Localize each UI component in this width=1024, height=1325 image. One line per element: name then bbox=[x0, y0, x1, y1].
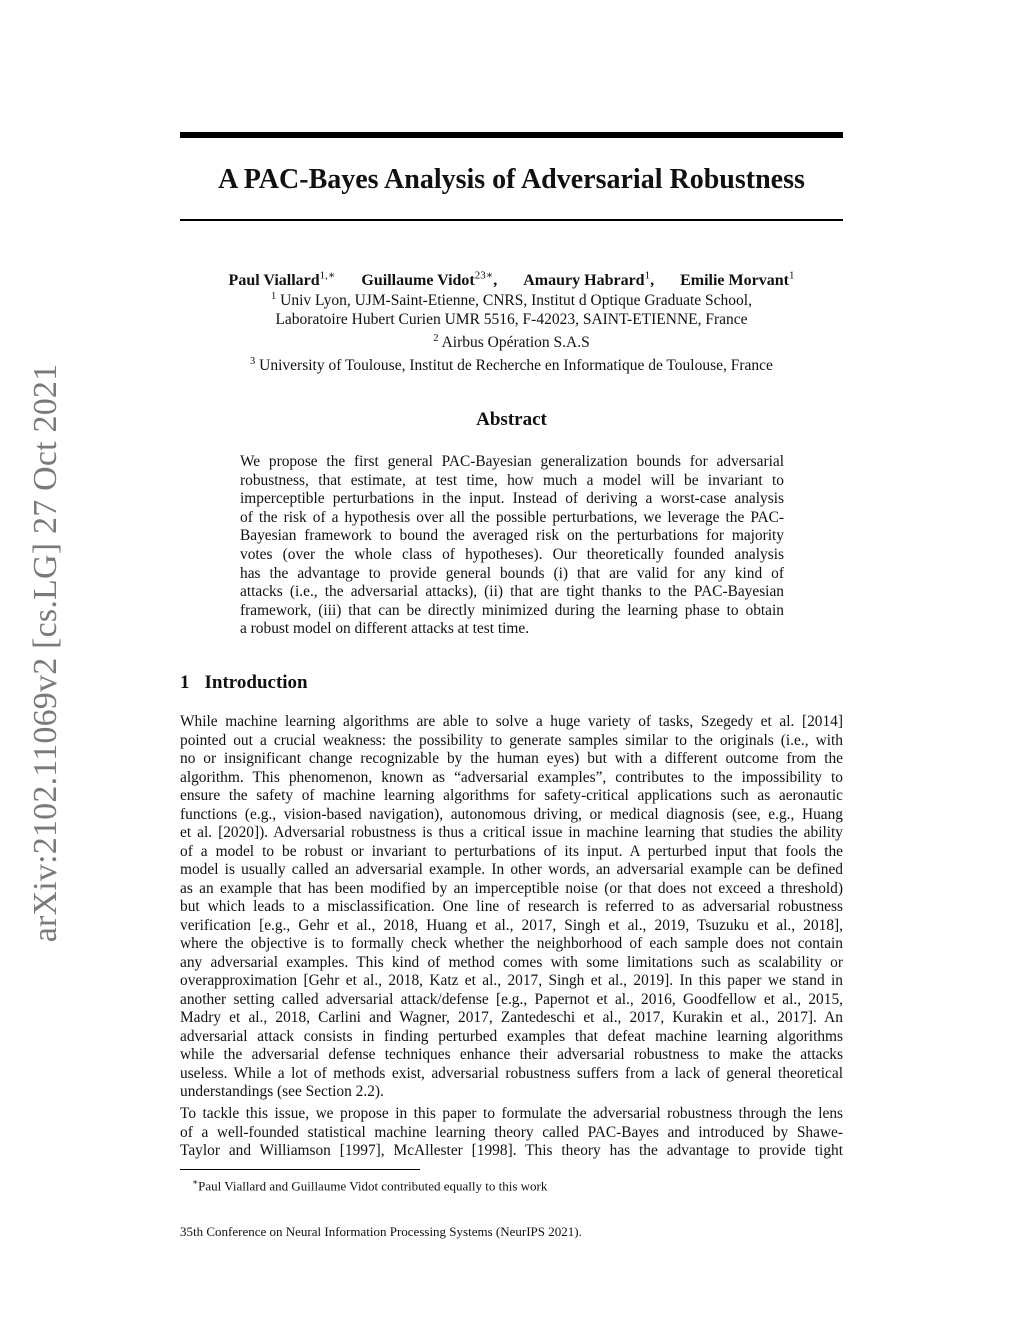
abstract-line: has the advantage to provide general bounds (i) that are valid for any kind of bbox=[240, 564, 784, 582]
abstract-line: framework, (iii) that can be directly minimized during the learning phase to obtain bbox=[240, 601, 784, 619]
venue-note: 35th Conference on Neural Information Processing Systems (NeurIPS 2021). bbox=[180, 1224, 582, 1239]
body-line: Madry et al., 2018, Carlini and Wagner, 2017, Zantedeschi et al., 2017, Kurakin et al., 2017]. An bbox=[180, 1009, 843, 1026]
affiliation-2: $^2$ Airbus Opération S.A.S bbox=[433, 333, 590, 352]
title-bottom-rule bbox=[180, 219, 843, 221]
intro-paragraph-1 bbox=[180, 713, 843, 1102]
affiliations bbox=[180, 287, 843, 375]
body-line: ensure the safety of machine learning algorithms for safety-critical applications such as aeronautic bbox=[180, 787, 843, 804]
body-line: of a well-founded statistical machine learning theory called PAC-Bayes and introduced by Shawe- bbox=[180, 1123, 843, 1141]
author: Paul Viallard$^{1,∗}$ bbox=[228, 270, 336, 290]
body-line: any adversarial examples. This kind of method comes with some limitations such as scalability or bbox=[180, 953, 843, 971]
body-line: as an example that has been modified by an imperceptible noise (or that does not exceed a threshold) bbox=[180, 879, 843, 897]
body-line: but which leads to a misclassification. One line of research is referred to as adversarial robustness bbox=[180, 898, 843, 915]
body-line: pointed out a crucial weakness: the possibility to generate samples similar to the originals (i.e., with bbox=[180, 731, 843, 749]
body-line: algorithm. This phenomenon, known as “adversarial examples”, contributes to the impossibility to bbox=[180, 768, 843, 786]
abstract-line: attacks (i.e., the adversarial attacks), (ii) that are tight thanks to the PAC-Bayesian bbox=[240, 583, 784, 601]
body-line: while the adversarial defense techniques enhance their adversarial robustness to make the attacks bbox=[180, 1046, 843, 1063]
affiliation-3: $^3$ University of Toulouse, Institut de Recherche en Informatique de Toulouse, France bbox=[250, 356, 773, 375]
title-top-rule bbox=[180, 132, 843, 138]
footnote-rule bbox=[180, 1169, 420, 1170]
affiliation-1: $^1$ Univ Lyon, UJM-Saint-Etienne, CNRS, Institut d Optique Graduate School, bbox=[271, 291, 752, 310]
section-heading-introduction: 1 Introduction bbox=[180, 672, 308, 693]
abstract-line: a robust model on different attacks at test time. bbox=[240, 620, 530, 638]
body-line: verification [e.g., Gehr et al., 2018, Huang et al., 2017, Singh et al., 2019, Tsuzuku et al., 2018], bbox=[180, 916, 843, 934]
abstract-line: We propose the first general PAC-Bayesian generalization bounds for adversarial bbox=[240, 453, 784, 470]
body-line: While machine learning algorithms are able to solve a huge variety of tasks, Szegedy et al. [2014] bbox=[180, 713, 843, 730]
abstract-body bbox=[240, 453, 784, 639]
author: Guillaume Vidot$^{23∗}$, bbox=[361, 270, 498, 290]
body-line: To tackle this issue, we propose in this paper to formulate the adversarial robustness through the lens bbox=[180, 1105, 843, 1122]
body-line: where the objective is to formally check whether the neighborhood of each sample does not contain bbox=[180, 935, 843, 952]
body-line: et al. [2020]). Adversarial robustness is thus a critical issue in machine learning that studies the ability bbox=[180, 824, 843, 841]
body-line: another setting called adversarial attack/defense [e.g., Papernot et al., 2016, Goodfellow et al., 2015, bbox=[180, 990, 843, 1008]
affiliation-1-cont: Laboratoire Hubert Curien UMR 5516, F-42023, SAINT-ETIENNE, France bbox=[275, 311, 748, 329]
body-line: no or insignificant change recognizable by the human eyes) but with a different outcome from the bbox=[180, 750, 843, 767]
body-line: of a model to be robust or invariant to perturbations of its input. A perturbed input that fools the bbox=[180, 842, 843, 860]
body-line: Taylor and Williamson [1997], McAllester [1998]. This theory has the advantage to provide tight bbox=[180, 1142, 843, 1159]
body-line: overapproximation [Gehr et al., 2018, Katz et al., 2017, Singh et al., 2019]. In this paper we stand in bbox=[180, 972, 843, 989]
paper-title: A PAC-Bayes Analysis of Adversarial Robustness bbox=[218, 164, 805, 195]
body-line: adversarial attack consists in finding perturbed examples that defeat machine learning algorithms bbox=[180, 1027, 843, 1045]
abstract-line: imperceptible perturbations in the input. Instead of deriving a worst-case analysis bbox=[240, 490, 784, 508]
body-line: functions (e.g., vision-based navigation), autonomous driving, or medical diagnosis (see, e.g., Huang bbox=[180, 805, 843, 823]
body-line: model is usually called an adversarial example. In other words, an adversarial example can be defined bbox=[180, 861, 843, 878]
intro-paragraph-2 bbox=[180, 1105, 843, 1161]
author: Emilie Morvant$^1$ bbox=[680, 270, 795, 290]
arxiv-stamp: arXiv:2102.11069v2 [cs.LG] 27 Oct 2021 bbox=[27, 363, 64, 943]
body-line: understandings (see Section 2.2). bbox=[180, 1083, 384, 1100]
body-line: useless. While a lot of methods exist, adversarial robustness suffers from a lack of general theoretical bbox=[180, 1064, 843, 1082]
abstract-line: robustness, that estimate, at test time, how much a model will be invariant to bbox=[240, 471, 784, 489]
abstract-line: of the risk of a hypothesis over all the possible perturbations, we leverage the PAC- bbox=[240, 508, 784, 526]
author: Amaury Habrard$^1$, bbox=[523, 270, 655, 290]
abstract-line: Bayesian framework to bound the averaged risk on the perturbations for majority bbox=[240, 527, 784, 545]
footnote: ∗Paul Viallard and Guillaume Vidot contributed equally to this work bbox=[192, 1177, 548, 1194]
abstract-line: votes (over the whole class of hypotheses). Our theoretically founded analysis bbox=[240, 545, 784, 563]
abstract-heading: Abstract bbox=[476, 409, 547, 430]
